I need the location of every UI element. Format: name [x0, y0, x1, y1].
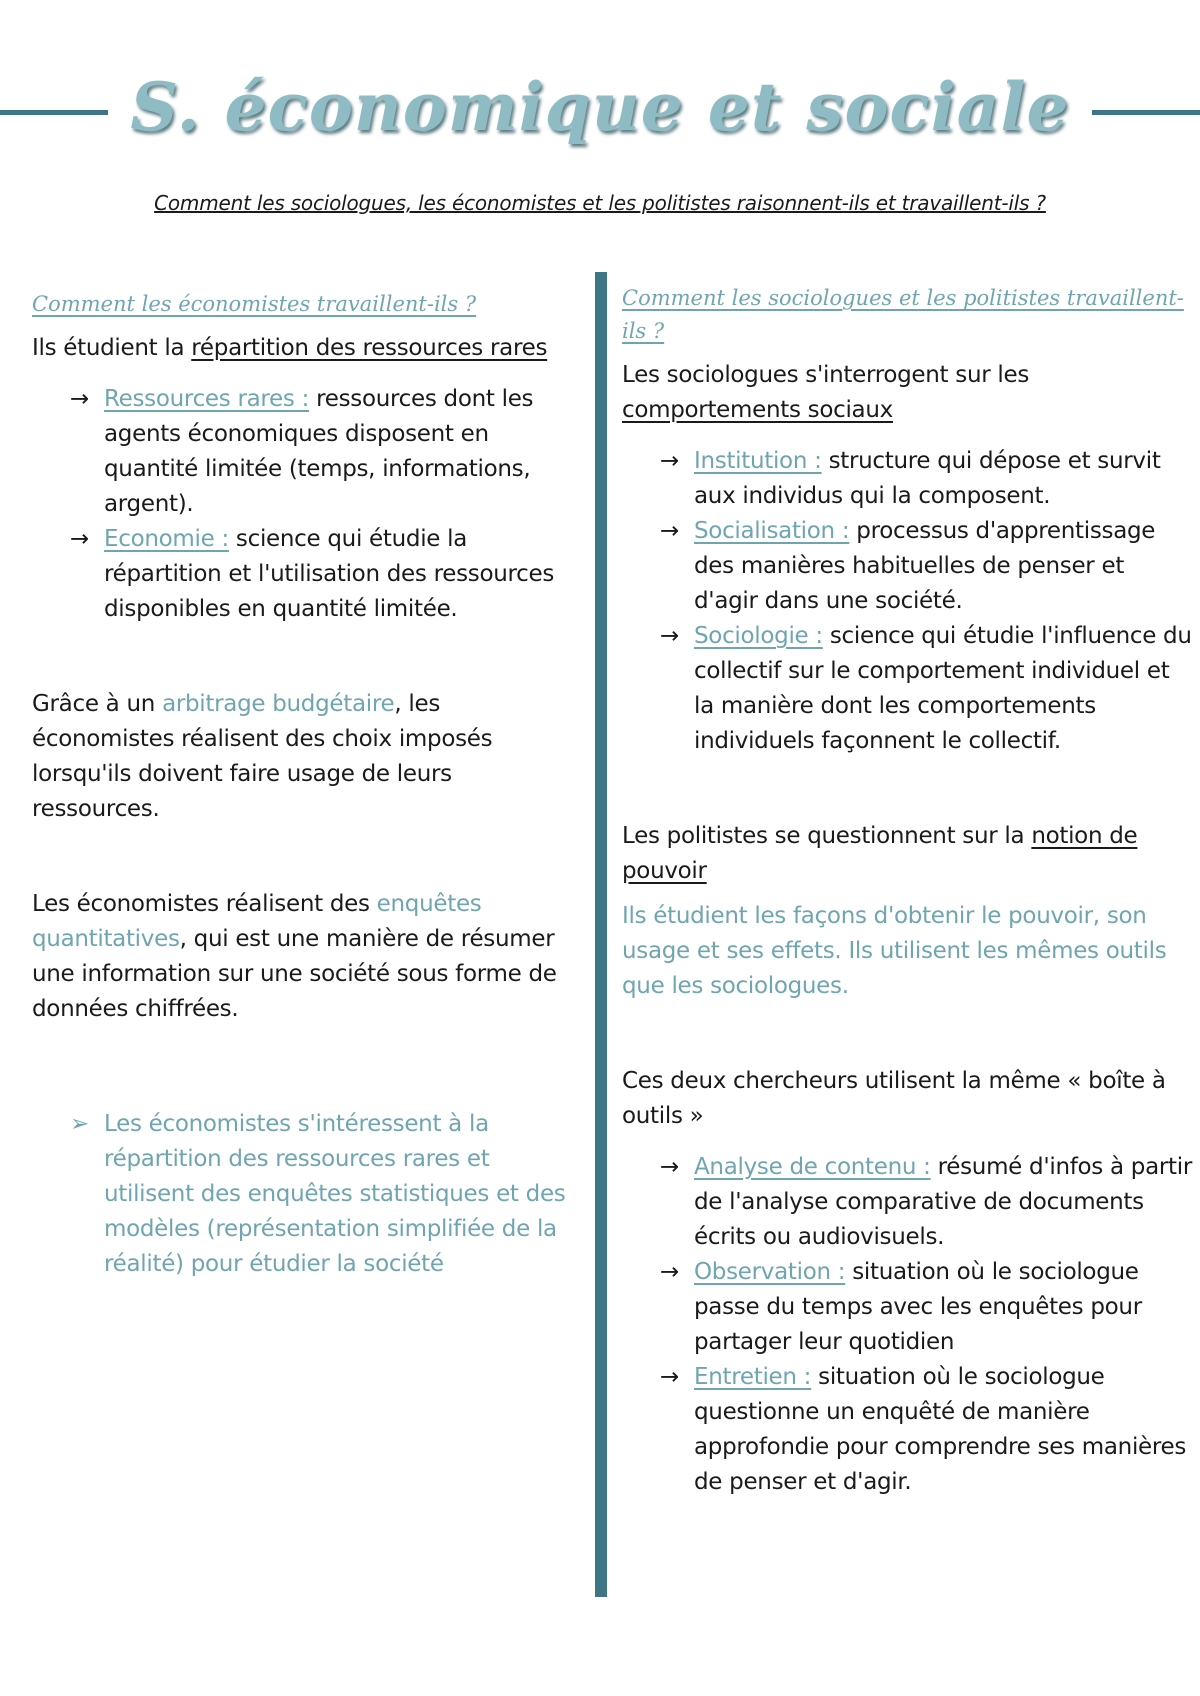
- definition-term: Ressources rares :: [104, 386, 310, 412]
- definition-ressources-rares: [32, 382, 572, 522]
- left-definitions: [32, 382, 572, 627]
- right-definitions: [622, 444, 1192, 759]
- arrow-icon: →: [660, 518, 679, 544]
- left-intro-topic: répartition des ressources rares: [191, 335, 548, 361]
- definition-socialisation: [622, 514, 1192, 619]
- left-summary: ➢ Les économistes s'intéressent à la répartition des ressources rares et utilisent des enquêtes statistiques et des modèles (représentation simplifiée de la réalité) pour étudier la société: [32, 1107, 572, 1282]
- right-paragraph-outils: Ces deux chercheurs utilisent la même « boîte à outils »: [622, 1068, 1166, 1129]
- tool-term: Analyse de contenu :: [694, 1154, 931, 1180]
- page-title: S. économique et sociale: [0, 62, 1200, 152]
- tool-analyse-de-contenu: [622, 1150, 1192, 1255]
- right-intro: Les sociologues s'interrogent sur les comportements sociaux: [622, 362, 1030, 423]
- definition-term: Economie :: [104, 526, 229, 552]
- right-column: [622, 282, 1192, 1500]
- right-paragraph-pouvoir: Les politistes se questionnent sur la notion de pouvoir: [622, 823, 1138, 884]
- arrow-icon: →: [660, 1259, 679, 1285]
- definition-term: Socialisation :: [694, 518, 850, 544]
- tool-text: résumé d'infos à partir de l'analyse comparative de documents écrits ou audiovisuels.: [694, 1154, 1193, 1250]
- left-intro: Ils étudient la répartition des ressources rares: [32, 335, 548, 361]
- arrow-icon: →: [660, 1154, 679, 1180]
- arrow-icon: →: [660, 623, 679, 649]
- arrow-icon: →: [70, 386, 89, 412]
- page-subtitle: Comment les sociologues, les économistes et les politistes raisonnent-ils et travaillent-ils ?: [154, 191, 1046, 215]
- arrow-icon: →: [660, 448, 679, 474]
- tool-text: situation où le sociologue questionne un enquêté de manière approfondie pour comprendre ses manières de penser et d'agir.: [694, 1364, 1187, 1495]
- right-pouvoir-topic: notion de pouvoir: [622, 823, 1138, 884]
- definition-text: structure qui dépose et survit aux individus qui la composent.: [694, 448, 1161, 509]
- tool-term: Observation :: [694, 1259, 846, 1285]
- right-heading: Comment les sociologues et les politistes travaillent-ils ?: [622, 286, 1184, 343]
- tool-entretien: [622, 1360, 1192, 1500]
- left-heading: Comment les économistes travaillent-ils ?: [32, 292, 477, 316]
- highlight-arbitrage: arbitrage budgétaire: [162, 691, 395, 717]
- definition-sociologie: [622, 619, 1192, 759]
- definition-text: ressources dont les agents économiques disposent en quantité limitée (temps, informations, argent).: [104, 386, 534, 517]
- right-tools: [622, 1150, 1192, 1500]
- definition-institution: [622, 444, 1192, 514]
- tool-observation: [622, 1255, 1192, 1360]
- column-divider: [595, 272, 607, 1597]
- left-paragraph-enquetes: Les économistes réalisent des enquêtes quantitatives, qui est une manière de résumer une information sur une société sous forme de données chiffrées.: [32, 891, 557, 1022]
- definition-term: Sociologie :: [694, 623, 823, 649]
- tool-text: situation où le sociologue passe du temps avec les enquêtes pour partager leur quotidien: [694, 1259, 1142, 1355]
- bullet-arrow-icon: ➢: [70, 1111, 89, 1137]
- definition-text: science qui étudie la répartition et l'utilisation des ressources disponibles en quantité limitée.: [104, 526, 555, 622]
- highlight-enquetes: enquêtes quantitatives: [32, 891, 482, 952]
- definition-term: Institution :: [694, 448, 822, 474]
- left-paragraph-arbitrage: Grâce à un arbitrage budgétaire, les économistes réalisent des choix imposés lorsqu'ils doivent faire usage de leurs ressources.: [32, 691, 493, 822]
- arrow-icon: →: [70, 526, 89, 552]
- right-paragraph-pouvoir-detail: Ils étudient les façons d'obtenir le pouvoir, son usage et ses effets. Ils utilisent les mêmes outils que les sociologues.: [622, 903, 1167, 999]
- arrow-icon: →: [660, 1364, 679, 1390]
- definition-text: processus d'apprentissage des manières habituelles de penser et d'agir dans une société.: [694, 518, 1156, 614]
- right-intro-topic: comportements sociaux: [622, 397, 893, 423]
- left-column: [32, 288, 572, 1282]
- definition-economie: [32, 522, 572, 627]
- tool-term: Entretien :: [694, 1364, 812, 1390]
- definition-text: science qui étudie l'influence du collectif sur le comportement individuel et la manière dont les comportements individuels façonnent le collectif.: [694, 623, 1192, 754]
